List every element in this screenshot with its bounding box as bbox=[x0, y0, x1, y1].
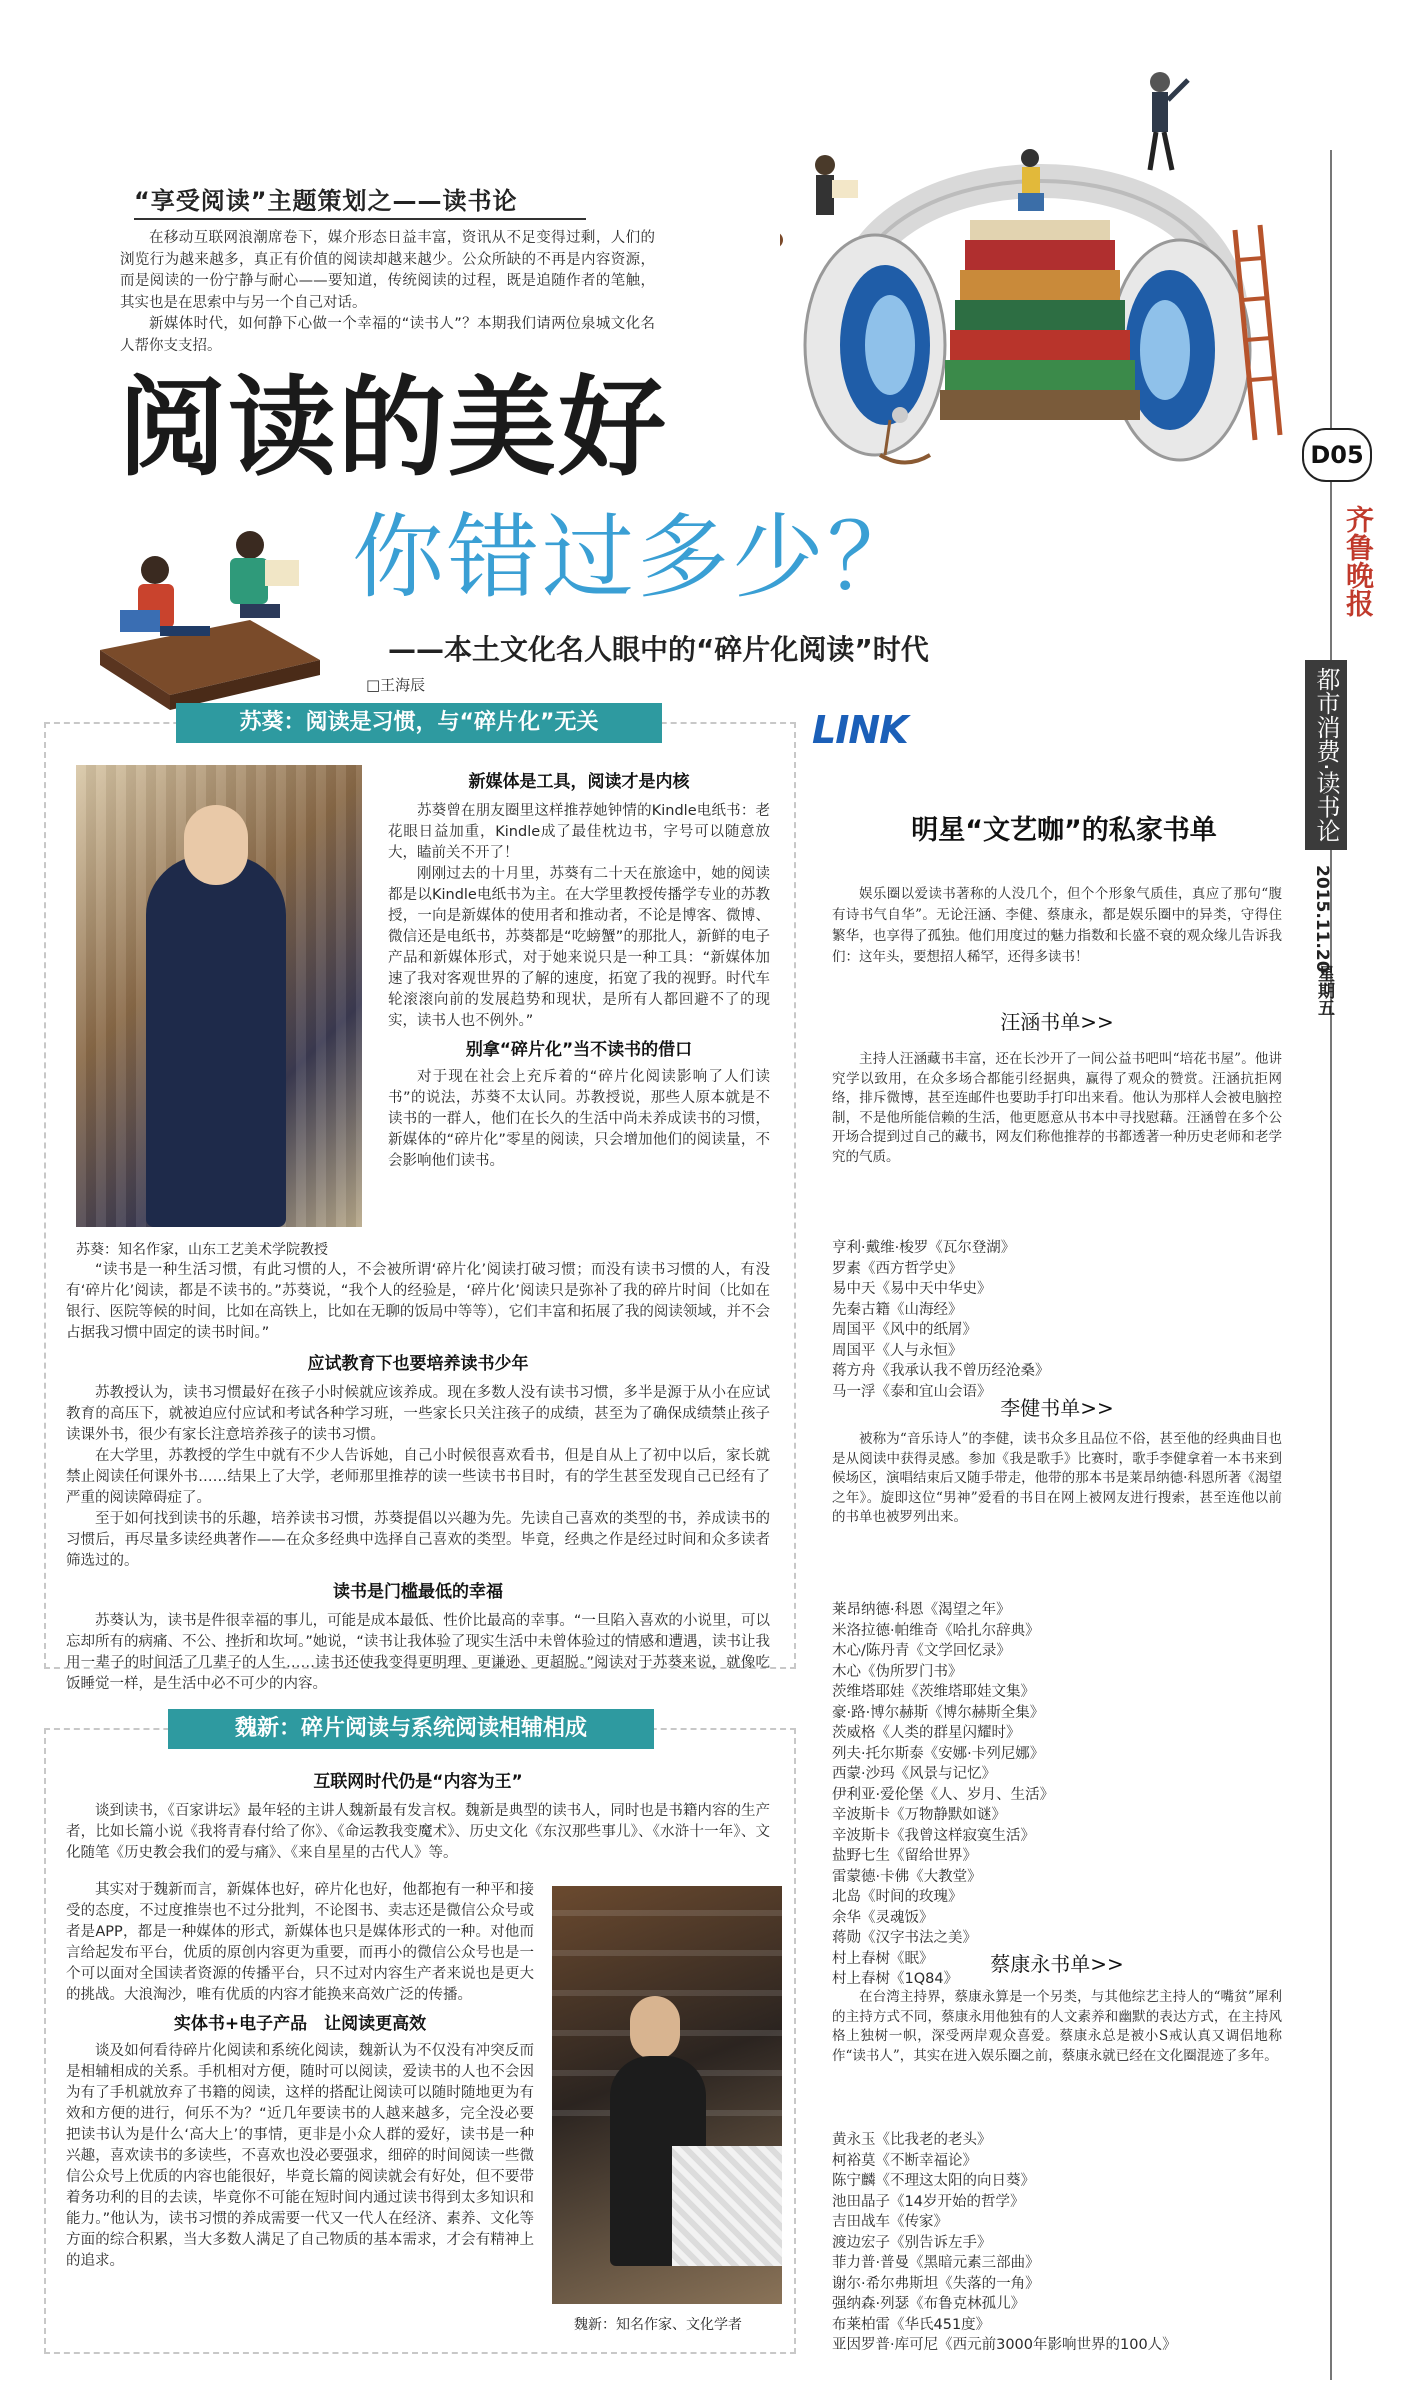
headline-subtitle: ——本土文化名人眼中的“碎片化阅读”时代 bbox=[388, 633, 929, 666]
list-item: 蒋勋《汉字书法之美》 bbox=[832, 1930, 977, 1946]
weixin-photo bbox=[552, 1886, 782, 2304]
list-item: 雷蒙德·卡佛《大教堂》 bbox=[832, 1868, 982, 1885]
list-item: 罗素《西方哲学史》 bbox=[832, 1260, 963, 1277]
weixin-column-left: 其实对于魏新而言，新媒体也好，碎片化也好，他都抱有一种平和接受的态度，不过度推崇也不过分批判，不论图书、卖志还是微信公众号或者是APP，都是一种媒体的形式，新媒体也只是媒体形式的一种。对他而言给起发布平台，优质的原创内容更为重要，而再小的微信公众号也是一个可以面对全国读者资源的传播平台，只不过对内容生产者来说也是更大的挑战。大浪淘沙，唯有优质的内容才能换来高效广泛的传播。 实体书+电子产品 让阅读更高效 谈及如何看待碎片化阅读和系统化阅读，魏新认为不仅没有冲突反而是相辅相成的关系。手机相对方便，随时可以阅读，爱读书的人也不会因为有了手机就放弃了书籍的阅读，这样的搭配让阅读可以随时随地更为有效和方便的进行，何乐不为？“近几年要读书的人越来越多，完全没必要把读书认为是什么‘高大上’的事情，更非是小众人群的爱好，读书是一种兴趣，喜欢读书的多读些，不喜欢也没必要强求，细碎的时间阅读一些微信公众号上优质的内容也能很好，毕竟长篇的阅读就会有好处，但不要带着务功利的目的去读，毕竟你不可能在短时间内通过读书得到太多知识和能力。”他认为，读书习惯的养成需要一代又一代人在经济、素养、文化等方面的综合积累，当大多数人满足了自己物质的基本需求，才会有精神上的追求。 bbox=[66, 1882, 534, 2269]
headphone-left-cup bbox=[805, 235, 945, 455]
weixin-portrait-head bbox=[630, 1996, 680, 2060]
suke-photo-caption: 苏葵：知名作家，山东工艺美术学院教授 bbox=[76, 1242, 328, 1258]
list-item: 木心《伪所罗门书》 bbox=[832, 1663, 963, 1680]
list-item: 易中天《易中天中华史》 bbox=[832, 1281, 992, 1297]
wanghan-desc: 主持人汪涵藏书丰富，还在长沙开了一间公益书吧叫“培花书屋”。他讲究学以致用，在众多场合都能引经据典，赢得了观众的赞赏。汪涵抗拒网络，排斥微博，甚至连邮件也要助手打印出来看。他认为那样人会被电脑控制，不是他所能信赖的生活，他更愿意从书本中寻找慰藉。汪涵曾在多个公开场合提到过自己的藏书，网友们称他推荐的书都透著一种历史老师和老学究的气质。 bbox=[832, 1051, 1282, 1165]
list-item: 周国平《风中的纸屑》 bbox=[832, 1322, 977, 1338]
link-tag: LINK bbox=[812, 708, 908, 752]
list-item: 豪·路·博尔赫斯《博尔赫斯全集》 bbox=[832, 1704, 1045, 1721]
students-reading-illustration bbox=[60, 500, 360, 710]
list-item: 柯裕莫《不断幸福论》 bbox=[832, 2152, 977, 2169]
book-stack bbox=[940, 220, 1140, 420]
weixin-table-cloth bbox=[672, 2146, 782, 2266]
list-item: 辛波斯卡《万物静默如谜》 bbox=[832, 1807, 1006, 1823]
suke-column-full: “读书是一种生活习惯，有此习惯的人，不会被所谓‘碎片化’阅读打破习惯；而没有读书习惯的人，有没有‘碎片化’阅读，都是不读书的。”苏葵说，“我个人的经验是，‘碎片化’阅读只是弥补了我的碎片时间（比如在银行、医院等候的时间，比如在高铁上，比如在无聊的饭局中等等），它们丰富和拓展了我的阅读领域，并不会占据我习惯中固定的读书时间。” 应试教育下也要培养读书少年 苏教授认为，读书习惯最好在孩子小时候就应该养成。现在多数人没有读书习惯，多半是源于从小在应试教育的高压下，就被迫应付应试和考试各种学习班，一些家长只关注孩子的成绩，甚至为了确保成绩禁止孩子读课外书，很少有家长注意培养孩子的读书习惯。 在大学里，苏教授的学生中就有不少人告诉她，自己小时候很喜欢看书，但是自从上了初中以后，家长就禁止阅读任何课外书……结果上了大学，老师那里推荐的读一些读书书目时，有的学生甚至发现自己已经有了严重的阅读障碍症了。 至于如何找到读书的乐趣，培养读书习惯，苏葵提倡以兴趣为先。先读自己喜欢的类型的书，养成读书的习惯后，再尽量多读经典著作——在众多经典中选择自己喜欢的类型。毕竟，经典之作是经过时间和众多读者筛选过的。 读书是门槛最低的幸福 苏葵认为，读书是件很幸福的事儿，可能是成本最低、性价比最高的幸事。“一旦陷入喜欢的小说里，可以忘却所有的病痛、不公、挫折和坎坷。”她说，“读书让我体验了现实生活中未曾体验过的情感和遭遇，读书让我用一辈子的时间活了几辈子的人生……读书还使我变得更明理、更谦逊、更超脱。”阅读对于苏葵来说，就像吃饭睡觉一样，是生活中必不可少的内容。 bbox=[66, 1262, 770, 1692]
section-label: 都市消费·读书论 bbox=[1305, 660, 1347, 850]
list-item: 黄永玉《比我老的老头》 bbox=[832, 2132, 992, 2148]
byline: □王海辰 bbox=[366, 676, 426, 694]
list-item: 盐野七生《留给世界》 bbox=[832, 1848, 977, 1864]
list-item: 亨利·戴维·梭罗《瓦尔登湖》 bbox=[832, 1240, 1016, 1256]
caikangyong-book-list bbox=[832, 2130, 1282, 2356]
weixin-title-bar: 魏新：碎片阅读与系统阅读相辅相成 bbox=[168, 1709, 654, 1749]
list-item: 米洛拉德·帕维奇《哈扎尔辞典》 bbox=[832, 1622, 1040, 1639]
list-item: 渡边宏子《别告诉左手》 bbox=[832, 2234, 992, 2251]
suke-subhead-2: 别拿“碎片化”当不读书的借口 bbox=[465, 1040, 693, 1060]
headphone-right-cup bbox=[1110, 240, 1250, 460]
series-title: “享受阅读”主题策划之——读书论 bbox=[134, 181, 586, 220]
list-item: 木心/陈丹青《文学回忆录》 bbox=[832, 1643, 1011, 1659]
suke-portrait-figure bbox=[146, 855, 286, 1227]
suke-photo bbox=[76, 765, 362, 1227]
issue-date: 2015.11.20 bbox=[1312, 865, 1332, 973]
suke-subhead-4: 读书是门槛最低的幸福 bbox=[333, 1582, 503, 1602]
list-item: 陈宁麟《不理这太阳的向日葵》 bbox=[832, 2173, 1035, 2189]
student-reading bbox=[230, 531, 299, 618]
list-item: 池田晶子《14岁开始的哲学》 bbox=[832, 2193, 1025, 2210]
lijian-book-list bbox=[832, 1600, 1282, 1990]
weixin-column-full: 互联网时代仍是“内容为王” 谈到读书，《百家讲坛》最年轻的主讲人魏新最有发言权。魏新是典型的读书人，同时也是书籍内容的生产者，比如长篇小说《我将青春付给了你》、《命运教我变魔术》、历史文化《东汉那些事儿》、《水浒十一年》、文化随笔《历史教会我们的爱与痛》、《来自星星的古代人》等。 bbox=[66, 1772, 770, 1861]
suke-subhead-3: 应试教育下也要培养读书少年 bbox=[307, 1354, 529, 1374]
list-item: 先秦古籍《山海经》 bbox=[832, 1301, 963, 1318]
list-item: 莱昂纳德·科恩《渴望之年》 bbox=[832, 1602, 1011, 1618]
list-item: 菲力普·普曼《黑暗元素三部曲》 bbox=[832, 2255, 1040, 2271]
list-item: 吉田战车《传家》 bbox=[832, 2214, 948, 2230]
header-intro: 在移动互联网浪潮席卷下，媒介形态日益丰富，资讯从不足变得过剩，人们的浏览行为越来越多，真正有价值的阅读却越来越少。公众所缺的不再是内容资源，而是阅读的一份宁静与耐心——要知道，传统阅读的过程，既是追随作者的笔触，其实也是在思索中与另一个自己对话。 新媒体时代，如何静下心做一个幸福的“读书人”？本期我们请两位泉城文化名人帮你支支招。 bbox=[120, 230, 655, 354]
list-item: 村上春树《1Q84》 bbox=[832, 1971, 959, 1987]
list-item: 列夫·托尔斯泰《安娜·卡列尼娜》 bbox=[832, 1745, 1045, 1762]
list-item: 茨威格《人类的群星闪耀时》 bbox=[832, 1725, 1021, 1741]
suke-portrait-head bbox=[184, 805, 248, 885]
suke-title-bar: 苏葵：阅读是习惯，与“碎片化”无关 bbox=[176, 703, 662, 743]
weixin-photo-caption: 魏新：知名作家、文化学者 bbox=[574, 2317, 742, 2333]
lijian-list-header: 李健书单>> bbox=[1000, 1396, 1114, 1420]
list-item: 余华《灵魂饭》 bbox=[832, 1909, 934, 1926]
headline-main: 阅读的美好 bbox=[118, 365, 669, 491]
list-item: 村上春树《眠》 bbox=[832, 1950, 934, 1967]
list-item: 周国平《人与永恒》 bbox=[832, 1342, 963, 1359]
headphones-books-illustration bbox=[780, 60, 1300, 500]
weixin-subhead-1: 互联网时代仍是“内容为王” bbox=[313, 1772, 523, 1792]
list-item: 亚因罗普·库可尼《西元前3000年影响世界的100人》 bbox=[832, 2337, 1177, 2353]
figure-man-standing bbox=[1150, 72, 1188, 170]
page-number-badge: D05 bbox=[1302, 428, 1372, 482]
caikangyong-desc: 在台湾主持界，蔡康永算是一个另类，与其他综艺主持人的“嘴贫”犀利的主持方式不同，蔡康永用他独有的人文素养和幽默的表达方式，在主持风格上独树一帜，深受两岸观众喜爱。蔡康永总是被小S戒认真又调侣地称作“读书人”，其实在进入娱乐圈之前，蔡康永就已经在文化圈混迹了多年。 bbox=[832, 1989, 1282, 2064]
list-item: 西蒙·沙玛《风景与记忆》 bbox=[832, 1766, 997, 1782]
suke-subhead-1: 新媒体是工具，阅读才是内核 bbox=[468, 772, 690, 792]
paper-name-logo: 齐鲁晚报 bbox=[1342, 505, 1375, 617]
link-title: 明星“文艺咖”的私家书单 bbox=[911, 815, 1217, 846]
wanghan-list-header: 汪涵书单>> bbox=[1000, 1010, 1114, 1034]
list-item: 北岛《时间的玫瑰》 bbox=[832, 1889, 963, 1905]
lijian-desc: 被称为“音乐诗人”的李健，读书众多且品位不俗，甚至他的经典曲目也是从阅读中获得灵感。参加《我是歌手》比赛时，歌手李健拿着一本书来到候场区，演唱结束后又随手带走，他带的那本书是莱昂纳德·科恩所著《渴望之年》。旋即这位“男神”爱看的书目在网上被网友进行搜索，甚至连他以前的书单也被罗列出来。 bbox=[832, 1431, 1282, 1525]
suke-column-right: 新媒体是工具，阅读才是内核 苏葵曾在朋友圈里这样推荐她钟情的Kindle电纸书：老花眼日益加重，Kindle成了最佳枕边书，字号可以随意放大，瞌前关不开了！ 刚刚过去的十月里，苏葵有二十天在旅途中，她的阅读都是以Kindle电纸书为主。在大学里教授传播学专业的苏教授，一向是新媒体的使用者和推动者，不论是博客、微博、微信还是电纸书，苏葵都是“吃螃蟹”的那批人，新鲜的电子产品和新媒体形式，对于她来说只是一种工具：“新媒体加速了我对客观世界的了解的速度，拓宽了我的视野。时代车轮滚滚向前的发展趋势和现状，是所有人都回避不了的现实，读书人也不例外。” 别拿“碎片化”当不读书的借口 对于现在社会上充斥着的“碎片化阅读影响了人们读书”的说法，苏葵不太认同。苏教授说，那些人原本就是不读书的一群人，他们在长久的生活中尚未养成读书的习惯，新媒体的“碎片化”零星的阅读，只会增加他们的阅读量，不会影响他们读书。 bbox=[388, 772, 770, 1169]
list-item: 蒋方舟《我承认我不曾历经沧桑》 bbox=[832, 1363, 1050, 1379]
student-laptop bbox=[120, 556, 210, 636]
figure-reader-left bbox=[815, 155, 858, 215]
list-item: 布莱柏雷《华氏451度》 bbox=[832, 2316, 991, 2333]
issue-weekday: 星期五 bbox=[1314, 965, 1334, 1016]
list-item: 谢尔·希尔弗斯坦《失落的一角》 bbox=[832, 2275, 1040, 2292]
figure-girl-left bbox=[780, 232, 783, 248]
list-item: 茨维塔耶娃《茨维塔耶娃文集》 bbox=[832, 1684, 1035, 1700]
list-item: 伊利亚·爱伦堡《人、岁月、生活》 bbox=[832, 1786, 1055, 1803]
headline-blue: 你错过多少？ bbox=[352, 504, 923, 611]
caikangyong-list-header: 蔡康永书单>> bbox=[990, 1952, 1124, 1976]
list-item: 马一浮《泰和宜山会语》 bbox=[832, 1383, 992, 1400]
list-item: 辛波斯卡《我曾这样寂寞生活》 bbox=[832, 1827, 1035, 1844]
list-item: 强纳森·列瑟《布鲁克林孤儿》 bbox=[832, 2296, 1026, 2312]
link-intro: 娱乐圈以爱读书著称的人没几个，但个个形象气质佳，真应了那句“腹有诗书气自华”。无论汪涵、李健、蔡康永，都是娱乐圈中的异类，守得住繁华，也享得了孤独。他们用度过的魅力指数和长盛不衰的观众缘儿告诉我们：这年头，要想招人稀罕，还得多读书！ bbox=[832, 886, 1282, 965]
weixin-subhead-2: 实体书+电子产品 让阅读更高效 bbox=[173, 2014, 427, 2034]
wanghan-book-list bbox=[832, 1238, 1282, 1402]
sidebar-rule bbox=[1330, 150, 1332, 2380]
